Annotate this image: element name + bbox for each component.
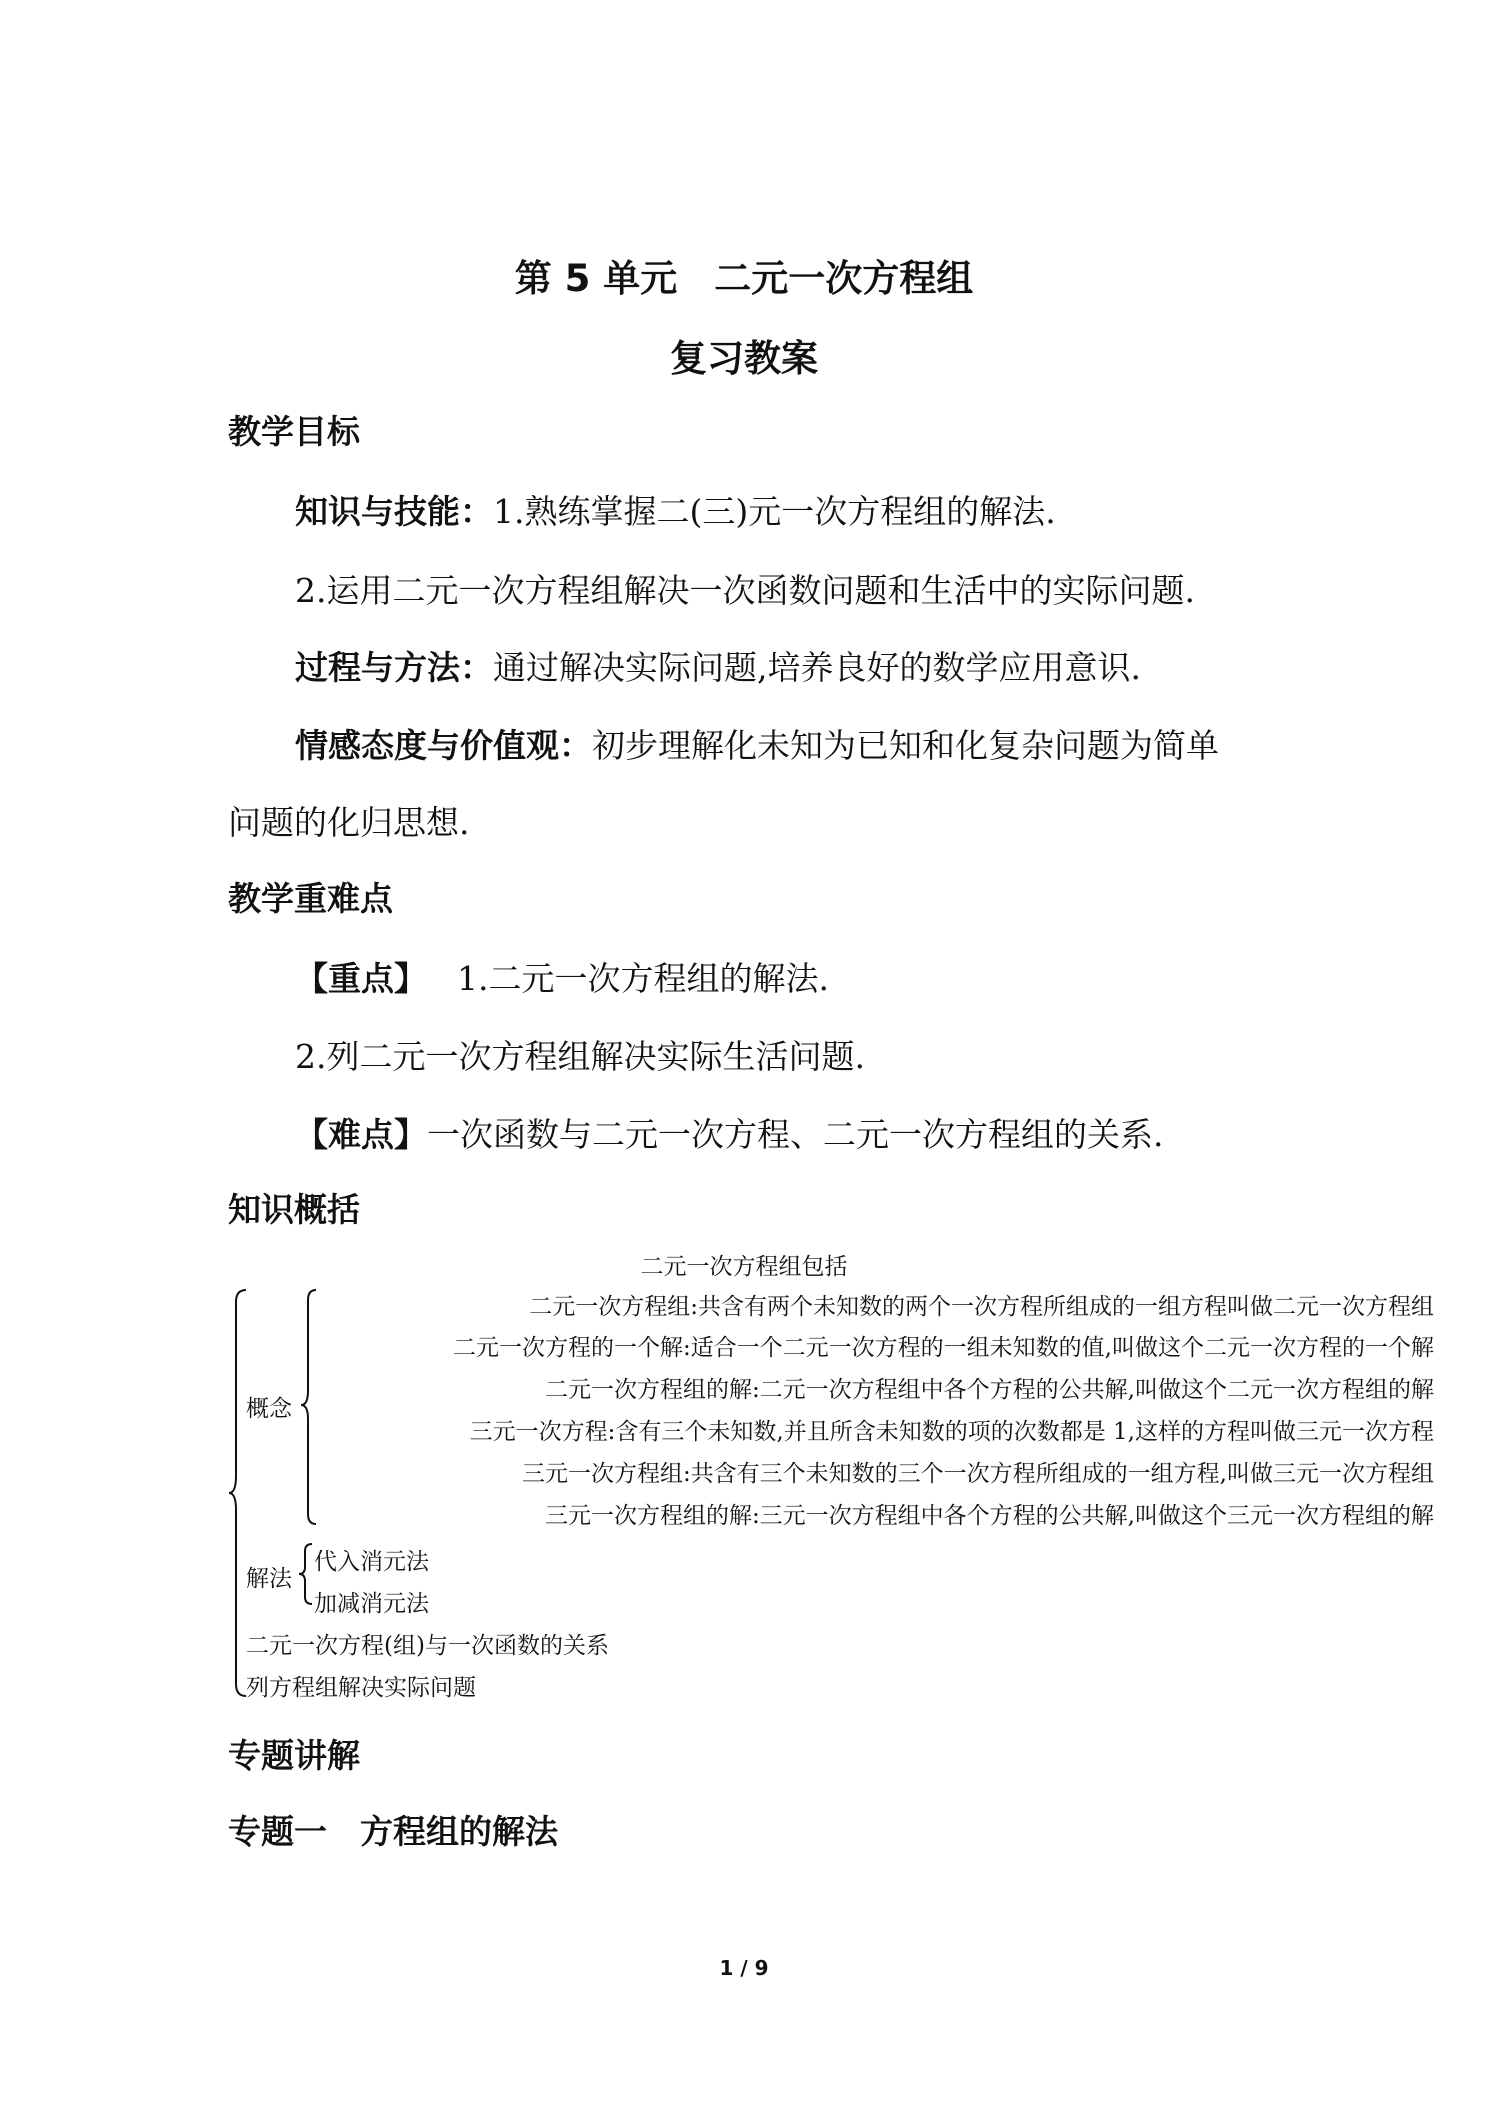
concept-item: 三元一次方程组的解:三元一次方程组中各个方程的公共解,叫做这个三元一次方程组的解: [544, 1503, 1434, 1529]
method-item: 代入消元法: [314, 1549, 429, 1575]
knowledge-skills-text: 1.熟练掌握二(三)元一次方程组的解法.: [493, 492, 1056, 531]
apply-item: 列方程组解决实际问题: [246, 1675, 476, 1701]
process-method-line: [295, 642, 1141, 689]
emotion-values-text: 初步理解化未知为已知和化复杂问题为简单: [592, 726, 1219, 765]
concept-label: 概念: [246, 1396, 292, 1422]
knowledge-skills-item-2: 2.运用二元一次方程组解决一次函数问题和生活中的实际问题.: [295, 571, 1195, 610]
emotion-values-label: 情感态度与价值观：: [295, 726, 592, 765]
method-brace-icon: [298, 1542, 314, 1606]
process-method-label: 过程与方法：: [295, 648, 493, 687]
difficult-point-label: 【难点】: [295, 1115, 427, 1154]
key-point-1: 1.二元一次方程组的解法.: [457, 959, 829, 998]
heading-knowledge-summary: 知识概括: [228, 1190, 360, 1229]
difficult-point-text: 一次函数与二元一次方程、二元一次方程组的关系.: [427, 1115, 1164, 1154]
process-method-text: 通过解决实际问题,培养良好的数学应用意识.: [493, 648, 1141, 687]
document-title: 第 5 单元 二元一次方程组: [514, 257, 974, 300]
knowledge-skills-line: [295, 486, 1056, 533]
difficult-point-line: [295, 1109, 1164, 1156]
diagram-top-label: 二元一次方程组包括: [640, 1254, 848, 1280]
concept-brace-icon: [300, 1288, 318, 1528]
topic-one-title: 专题一 方程组的解法: [228, 1812, 558, 1851]
heading-teaching-goals: 教学目标: [228, 412, 360, 451]
relation-item: 二元一次方程(组)与一次函数的关系: [246, 1633, 609, 1659]
concept-item: 二元一次方程的一个解:适合一个二元一次方程的一组未知数的值,叫做这个二元一次方程的一个解: [452, 1335, 1434, 1361]
document-subtitle: 复习教案: [670, 337, 818, 380]
concept-item: 二元一次方程组:共含有两个未知数的两个一次方程所组成的一组方程叫做二元一次方程组: [529, 1294, 1434, 1320]
key-point-label: 【重点】: [295, 959, 427, 998]
emotion-values-line: [295, 720, 1219, 767]
concept-item: 三元一次方程:含有三个未知数,并且所含未知数的项的次数都是 1,这样的方程叫做三元一次方程: [469, 1419, 1434, 1445]
key-point-2: 2.列二元一次方程组解决实际生活问题.: [295, 1037, 865, 1076]
emotion-values-text-continued: 问题的化归思想.: [228, 803, 470, 842]
key-point-line: [295, 953, 829, 1000]
method-item: 加减消元法: [314, 1591, 429, 1617]
heading-topic-lectures: 专题讲解: [228, 1736, 360, 1775]
concept-item: 三元一次方程组:共含有三个未知数的三个一次方程所组成的一组方程,叫做三元一次方程组: [521, 1461, 1434, 1487]
outer-brace-icon: [228, 1288, 248, 1698]
heading-key-difficult: 教学重难点: [228, 879, 393, 918]
method-label: 解法: [246, 1566, 292, 1592]
knowledge-skills-label: 知识与技能：: [295, 492, 493, 531]
concept-item: 二元一次方程组的解:二元一次方程组中各个方程的公共解,叫做这个二元一次方程组的解: [544, 1377, 1434, 1403]
page-number: 1 / 9: [719, 1956, 769, 1980]
